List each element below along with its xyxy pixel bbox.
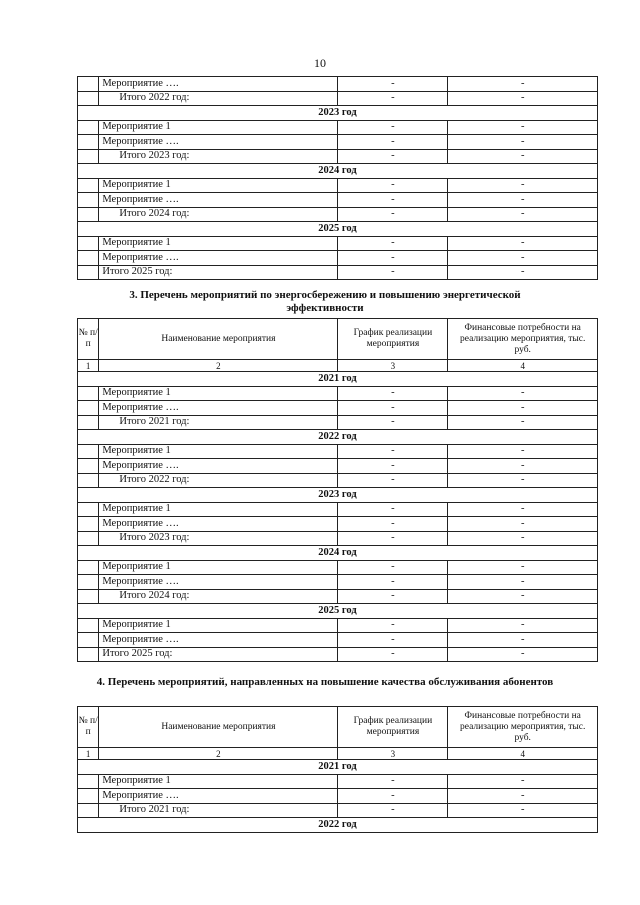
- year-row: [78, 604, 598, 619]
- finance-cell: -: [448, 236, 598, 251]
- table-section-3: [77, 318, 598, 662]
- finance-cell: -: [448, 633, 598, 648]
- finance-cell: -: [448, 265, 598, 280]
- finance-cell: -: [448, 789, 598, 804]
- table-row: [78, 135, 598, 150]
- row-number-cell: [78, 589, 99, 604]
- table-row: [78, 575, 598, 590]
- row-number-cell: [78, 647, 99, 662]
- total-row: [78, 589, 598, 604]
- table-row: [78, 251, 598, 266]
- activity-name: Мероприятие ….: [99, 517, 338, 532]
- finance-cell: -: [448, 459, 598, 474]
- finance-cell: -: [448, 618, 598, 633]
- finance-cell: -: [448, 531, 598, 546]
- finance-cell: -: [448, 560, 598, 575]
- schedule-cell: -: [338, 415, 448, 430]
- finance-cell: -: [448, 575, 598, 590]
- schedule-cell: -: [338, 531, 448, 546]
- table-row: [78, 459, 598, 474]
- table-section-4: [77, 706, 598, 833]
- schedule-cell: -: [338, 575, 448, 590]
- activity-name: Мероприятие 1: [99, 236, 338, 251]
- activity-name: Мероприятие ….: [99, 789, 338, 804]
- schedule-cell: -: [338, 77, 448, 92]
- year-row: [78, 222, 598, 237]
- year-label: 2025 год: [78, 604, 598, 619]
- row-number-cell: [78, 789, 99, 804]
- total-label: Итого 2021 год:: [99, 803, 338, 818]
- activity-name: Мероприятие 1: [99, 560, 338, 575]
- finance-cell: -: [448, 77, 598, 92]
- finance-cell: -: [448, 502, 598, 517]
- row-number-cell: [78, 531, 99, 546]
- activity-name: Мероприятие ….: [99, 633, 338, 648]
- row-number-cell: [78, 803, 99, 818]
- finance-cell: -: [448, 473, 598, 488]
- table-header-row: [78, 707, 598, 748]
- schedule-cell: -: [338, 401, 448, 416]
- row-number-cell: [78, 502, 99, 517]
- activity-name: Мероприятие ….: [99, 135, 338, 150]
- schedule-cell: -: [338, 473, 448, 488]
- total-row: [78, 149, 598, 164]
- row-number-cell: [78, 193, 99, 208]
- schedule-cell: -: [338, 386, 448, 401]
- schedule-cell: -: [338, 178, 448, 193]
- table-row: [78, 386, 598, 401]
- finance-cell: -: [448, 415, 598, 430]
- finance-cell: -: [448, 401, 598, 416]
- table-row: [78, 236, 598, 251]
- finance-cell: -: [448, 517, 598, 532]
- header-name: Наименование мероприятия: [99, 707, 338, 748]
- header-schedule: График реализации мероприятия: [338, 319, 448, 360]
- finance-cell: -: [448, 774, 598, 789]
- year-row: [78, 546, 598, 561]
- schedule-cell: -: [338, 149, 448, 164]
- finance-cell: -: [448, 91, 598, 106]
- schedule-cell: -: [338, 560, 448, 575]
- year-row: [78, 372, 598, 387]
- table-row: [78, 193, 598, 208]
- row-number-cell: [78, 135, 99, 150]
- col-number-2: 2: [99, 360, 338, 372]
- year-label: 2024 год: [78, 164, 598, 179]
- activity-name: Мероприятие ….: [99, 401, 338, 416]
- total-label: Итого 2022 год:: [99, 473, 338, 488]
- finance-cell: -: [448, 178, 598, 193]
- schedule-cell: -: [338, 265, 448, 280]
- year-row: [78, 106, 598, 121]
- activity-name: Мероприятие 1: [99, 178, 338, 193]
- table-row: [78, 178, 598, 193]
- activity-name: Мероприятие ….: [99, 251, 338, 266]
- row-number-cell: [78, 618, 99, 633]
- finance-cell: -: [448, 589, 598, 604]
- year-row: [78, 760, 598, 775]
- schedule-cell: -: [338, 91, 448, 106]
- schedule-cell: -: [338, 502, 448, 517]
- row-number-cell: [78, 251, 99, 266]
- activity-name: Мероприятие 1: [99, 386, 338, 401]
- year-label: 2023 год: [78, 488, 598, 503]
- total-label: Итого 2024 год:: [99, 207, 338, 222]
- total-row: [78, 803, 598, 818]
- year-label: 2024 год: [78, 546, 598, 561]
- column-numbers-row: [78, 360, 598, 372]
- table-row: [78, 633, 598, 648]
- header-number: № п/п: [78, 707, 99, 748]
- finance-cell: -: [448, 120, 598, 135]
- activity-name: Мероприятие ….: [99, 459, 338, 474]
- activity-name: Мероприятие ….: [99, 575, 338, 590]
- header-name: Наименование мероприятия: [99, 319, 338, 360]
- total-row: [78, 207, 598, 222]
- header-number: № п/п: [78, 319, 99, 360]
- total-row: [78, 473, 598, 488]
- schedule-cell: -: [338, 774, 448, 789]
- col-number-3: 3: [338, 748, 448, 760]
- activity-name: Мероприятие ….: [99, 77, 338, 92]
- schedule-cell: -: [338, 444, 448, 459]
- year-label: 2022 год: [78, 430, 598, 445]
- table-row: [78, 647, 598, 662]
- schedule-cell: -: [338, 193, 448, 208]
- row-number-cell: [78, 459, 99, 474]
- year-label: 2025 год: [78, 222, 598, 237]
- col-number-4: 4: [448, 360, 598, 372]
- table-row: [78, 120, 598, 135]
- table-continued: [77, 76, 598, 280]
- activity-name: Итого 2025 год:: [99, 265, 338, 280]
- schedule-cell: -: [338, 633, 448, 648]
- section-3-title: 3. Перечень мероприятий по энергосбережению и повышению энергетической эффективности: [129, 289, 521, 314]
- table-row: [78, 77, 598, 92]
- row-number-cell: [78, 120, 99, 135]
- col-number-1: 1: [78, 360, 99, 372]
- col-number-2: 2: [99, 748, 338, 760]
- total-label: Итого 2022 год:: [99, 91, 338, 106]
- schedule-cell: -: [338, 803, 448, 818]
- year-label: 2023 год: [78, 106, 598, 121]
- schedule-cell: -: [338, 589, 448, 604]
- year-row: [78, 488, 598, 503]
- row-number-cell: [78, 207, 99, 222]
- row-number-cell: [78, 774, 99, 789]
- header-finance: Финансовые потребности на реализацию мероприятия, тыс. руб.: [448, 319, 598, 360]
- row-number-cell: [78, 560, 99, 575]
- finance-cell: -: [448, 193, 598, 208]
- finance-cell: -: [448, 207, 598, 222]
- row-number-cell: [78, 149, 99, 164]
- table-row: [78, 401, 598, 416]
- total-row: [78, 415, 598, 430]
- activity-name: Мероприятие 1: [99, 774, 338, 789]
- schedule-cell: -: [338, 517, 448, 532]
- row-number-cell: [78, 517, 99, 532]
- finance-cell: -: [448, 149, 598, 164]
- row-number-cell: [78, 265, 99, 280]
- finance-cell: -: [448, 251, 598, 266]
- row-number-cell: [78, 415, 99, 430]
- col-number-1: 1: [78, 748, 99, 760]
- schedule-cell: -: [338, 207, 448, 222]
- schedule-cell: -: [338, 120, 448, 135]
- total-row: [78, 91, 598, 106]
- row-number-cell: [78, 77, 99, 92]
- total-label: Итого 2024 год:: [99, 589, 338, 604]
- finance-cell: -: [448, 135, 598, 150]
- section-4-title: 4. Перечень мероприятий, направленных на повышение качества обслуживания абонентов: [96, 676, 554, 688]
- table-row: [78, 789, 598, 804]
- activity-name: Итого 2025 год:: [99, 647, 338, 662]
- table-row: [78, 265, 598, 280]
- finance-cell: -: [448, 803, 598, 818]
- activity-name: Мероприятие ….: [99, 193, 338, 208]
- col-number-4: 4: [448, 748, 598, 760]
- row-number-cell: [78, 386, 99, 401]
- schedule-cell: -: [338, 236, 448, 251]
- year-label: 2021 год: [78, 372, 598, 387]
- table-row: [78, 502, 598, 517]
- year-row: [78, 818, 598, 833]
- finance-cell: -: [448, 647, 598, 662]
- total-label: Итого 2023 год:: [99, 149, 338, 164]
- year-label: 2021 год: [78, 760, 598, 775]
- total-label: Итого 2021 год:: [99, 415, 338, 430]
- table-row: [78, 618, 598, 633]
- finance-cell: -: [448, 386, 598, 401]
- table-header-row: [78, 319, 598, 360]
- schedule-cell: -: [338, 251, 448, 266]
- table-row: [78, 560, 598, 575]
- row-number-cell: [78, 91, 99, 106]
- table-row: [78, 517, 598, 532]
- table-row: [78, 774, 598, 789]
- year-label: 2022 год: [78, 818, 598, 833]
- finance-cell: -: [448, 444, 598, 459]
- schedule-cell: -: [338, 459, 448, 474]
- total-label: Итого 2023 год:: [99, 531, 338, 546]
- row-number-cell: [78, 633, 99, 648]
- row-number-cell: [78, 236, 99, 251]
- page-number: 10: [314, 56, 326, 70]
- table-row: [78, 444, 598, 459]
- row-number-cell: [78, 178, 99, 193]
- schedule-cell: -: [338, 135, 448, 150]
- row-number-cell: [78, 444, 99, 459]
- activity-name: Мероприятие 1: [99, 444, 338, 459]
- schedule-cell: -: [338, 618, 448, 633]
- total-row: [78, 531, 598, 546]
- activity-name: Мероприятие 1: [99, 502, 338, 517]
- row-number-cell: [78, 575, 99, 590]
- activity-name: Мероприятие 1: [99, 618, 338, 633]
- row-number-cell: [78, 473, 99, 488]
- col-number-3: 3: [338, 360, 448, 372]
- row-number-cell: [78, 401, 99, 416]
- schedule-cell: -: [338, 647, 448, 662]
- header-schedule: График реализации мероприятия: [338, 707, 448, 748]
- header-finance: Финансовые потребности на реализацию мероприятия, тыс. руб.: [448, 707, 598, 748]
- schedule-cell: -: [338, 789, 448, 804]
- activity-name: Мероприятие 1: [99, 120, 338, 135]
- column-numbers-row: [78, 748, 598, 760]
- year-row: [78, 164, 598, 179]
- year-row: [78, 430, 598, 445]
